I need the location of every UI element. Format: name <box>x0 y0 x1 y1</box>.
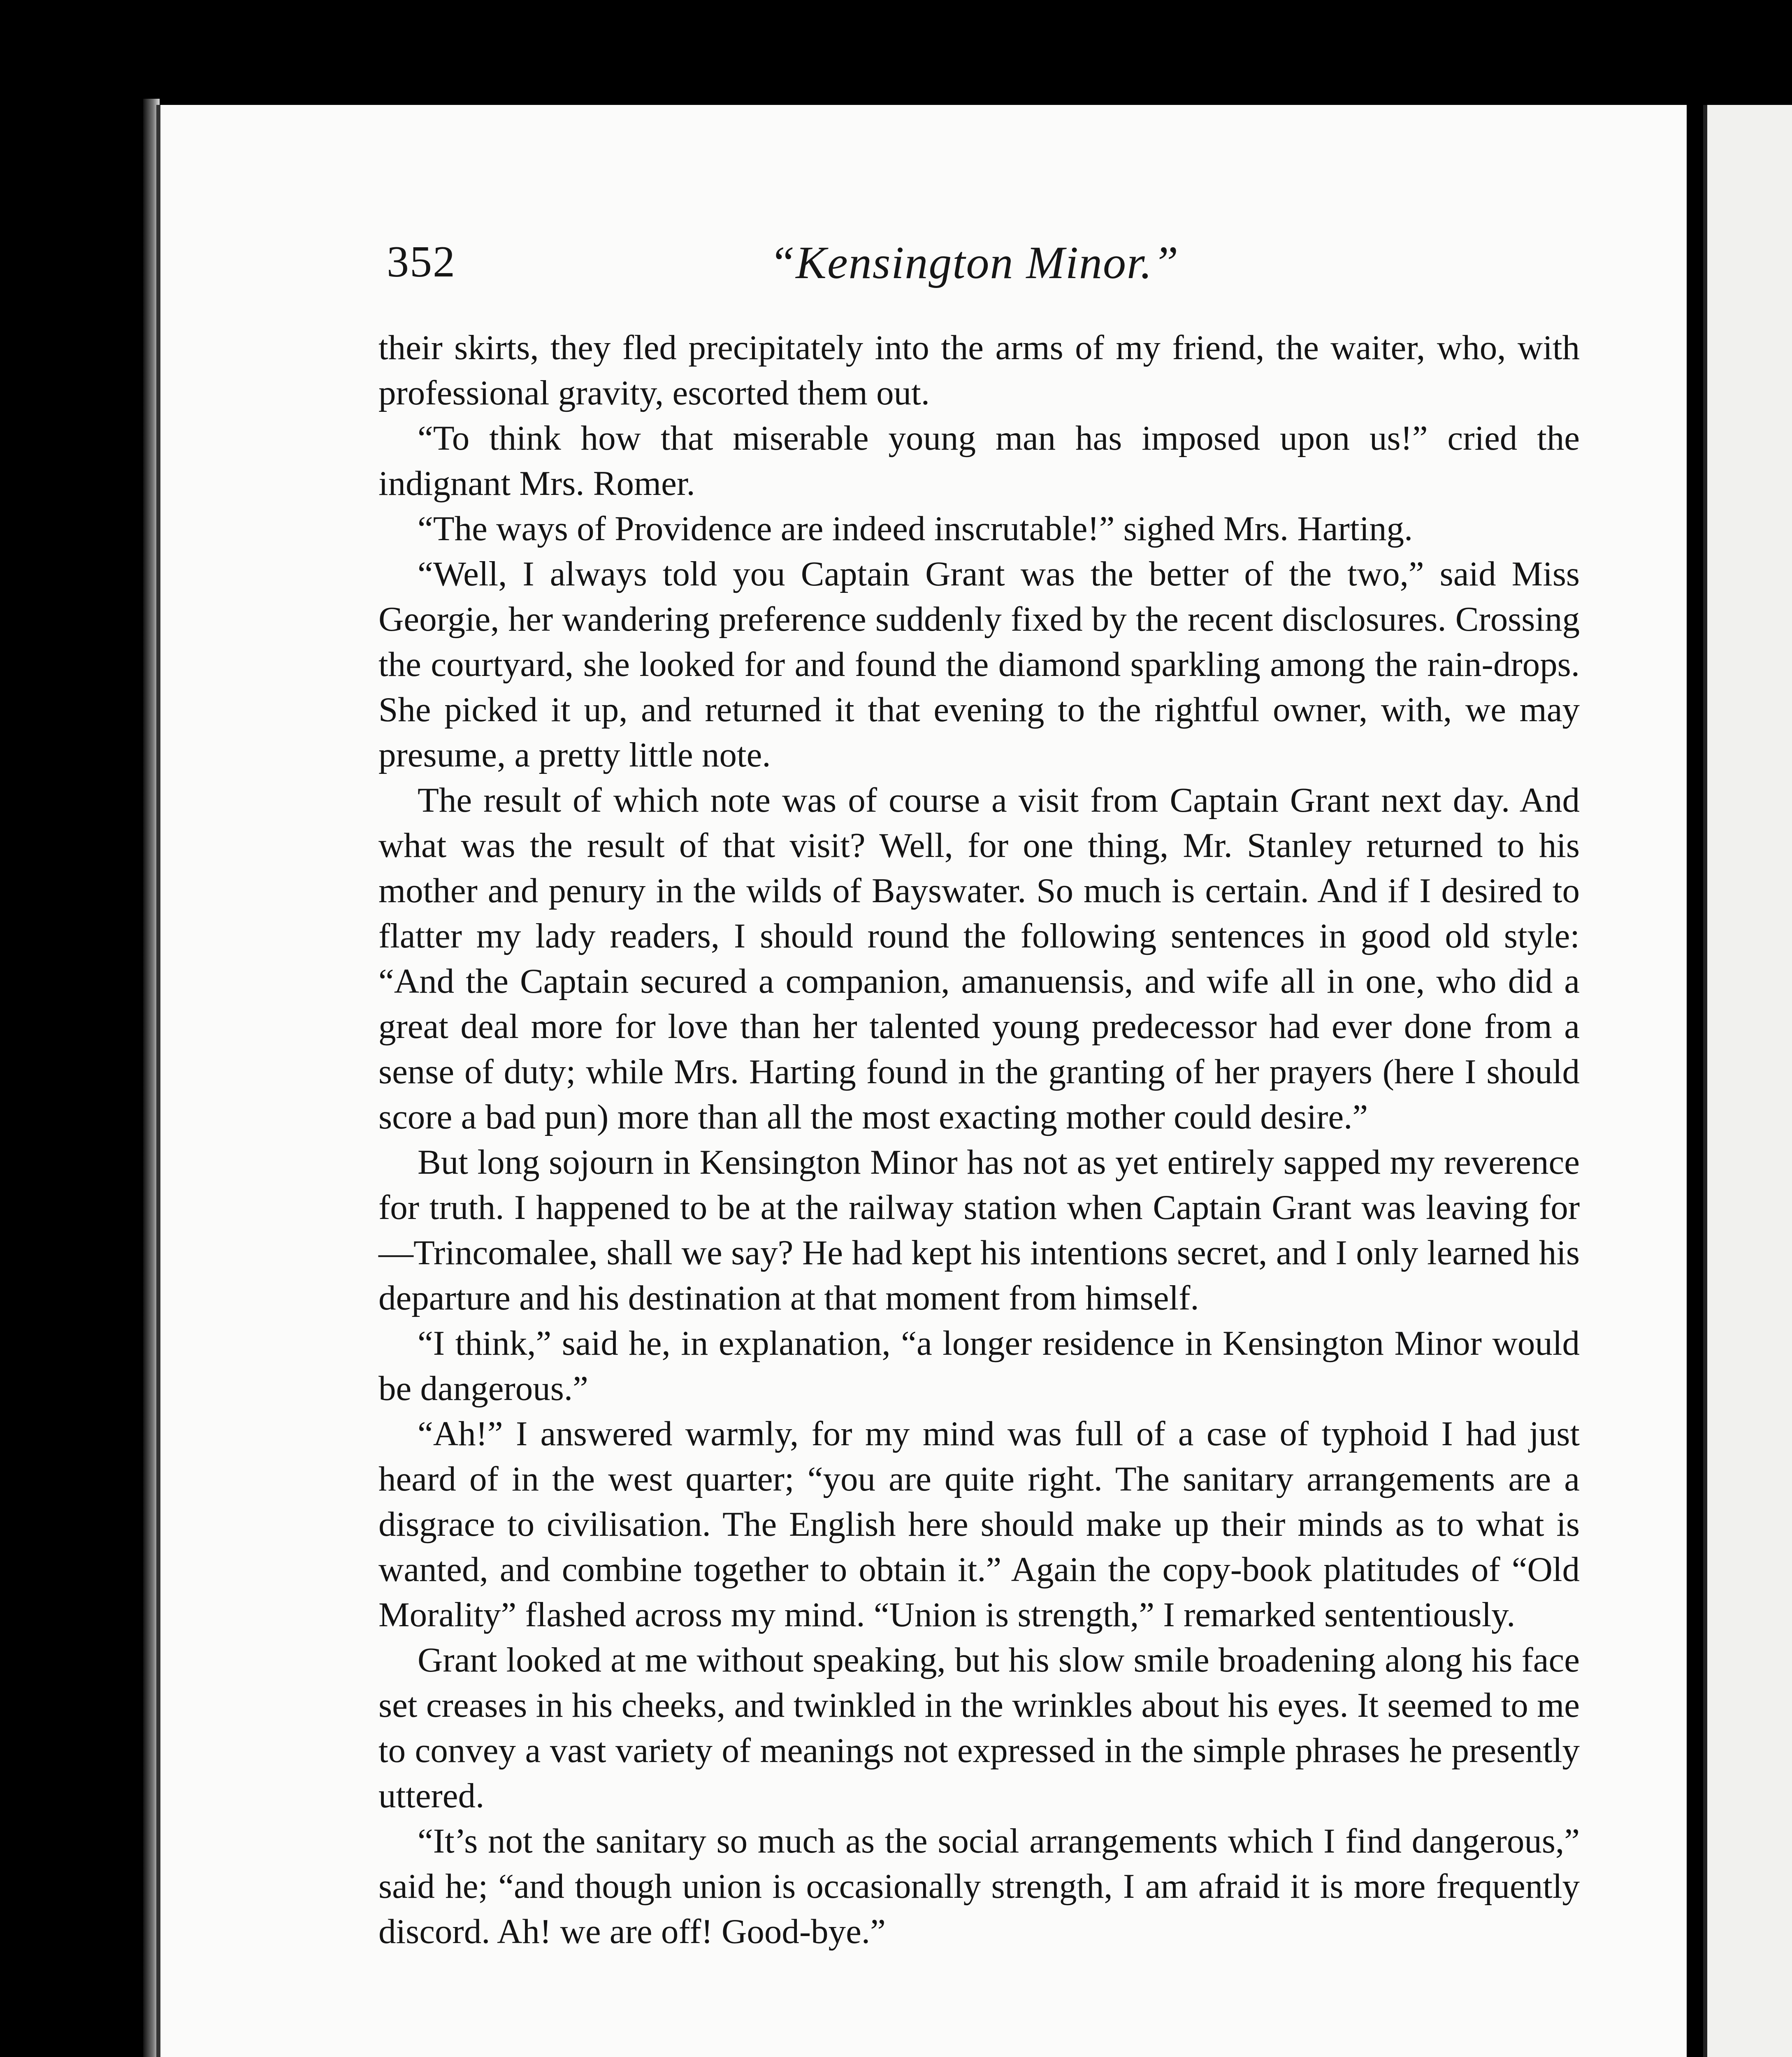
paragraph-6: But long sojourn in Kensington Minor has not as yet entirely sapped my reverence for truth. I happened to be at the railway station when Captain Grant was leaving for—Trincomalee, shall we say? He had kept his intentions secret, and I only learned his departure and his destination at that moment from himself. <box>378 1143 1580 1317</box>
paragraph-10: “It’s not the sanitary so much as the social arrangements which I find dangerous,” said he; “and though union is occasionally strength, I am afraid it is more frequently discord. Ah! we are off! Good-bye.” <box>378 1822 1580 1951</box>
paragraph-1: their skirts, they fled precipitately into the arms of my friend, the waiter, who, with professional gravity, escorted them out. <box>378 328 1580 412</box>
paragraph-2: “To think how that miserable young man has imposed upon us!” cried the indignant Mrs. Romer. <box>378 419 1580 503</box>
facing-page-edge <box>1703 105 1792 2057</box>
body-text <box>378 325 1580 1954</box>
paragraph-8: “Ah!” I answered warmly, for my mind was full of a case of typhoid I had just heard of in the west quarter; “you are quite right. The sanitary arrangements are a disgrace to civilisation. The English here should make up their minds as to what is wanted, and combine together to obtain it.” Again the copy-book platitudes of “Old Morality” flashed across my mind. “Union is strength,” I remarked sententiously. <box>378 1414 1580 1634</box>
paragraph-7: “I think,” said he, in explanation, “a longer residence in Kensington Minor would be dangerous.” <box>378 1324 1580 1408</box>
page-number: 352 <box>387 237 456 286</box>
paragraph-3: “The ways of Providence are indeed inscrutable!” sighed Mrs. Harting. <box>418 509 1413 548</box>
paragraph-9: Grant looked at me without speaking, but his slow smile broadening along his face set creases in his cheeks, and twinkled in the wrinkles about his eyes. It seemed to me to convey a vast variety of meanings not expressed in the simple phrases he presently uttered. <box>378 1641 1580 1815</box>
running-title: “Kensington Minor.” <box>769 237 1179 288</box>
paragraph-5: The result of which note was of course a visit from Captain Grant next day. And what was the result of that visit? Well, for one thing, Mr. Stanley returned to his mother and penury in the wilds of Bayswater. So much is certain. And if I desired to flatter my lady readers, I should round the following sentences in good old style: “And the Captain secured a companion, amanuensis, and wife all in one, who did a great deal more for love than her talented young predecessor had ever done from a sense of duty; while Mrs. Harting found in the granting of her prayers (here I should score a bad pun) more than all the most exacting mother could desire.” <box>378 781 1580 1136</box>
page-header <box>387 237 1578 302</box>
paragraph-4: “Well, I always told you Captain Grant was the better of the two,” said Miss Georgie, her wandering preference suddenly fixed by the recent disclosures. Crossing the courtyard, she looked for and found the diamond sparkling among the rain-drops. She picked it up, and returned it that evening to the rightful owner, with, we may presume, a pretty little note. <box>378 555 1580 774</box>
